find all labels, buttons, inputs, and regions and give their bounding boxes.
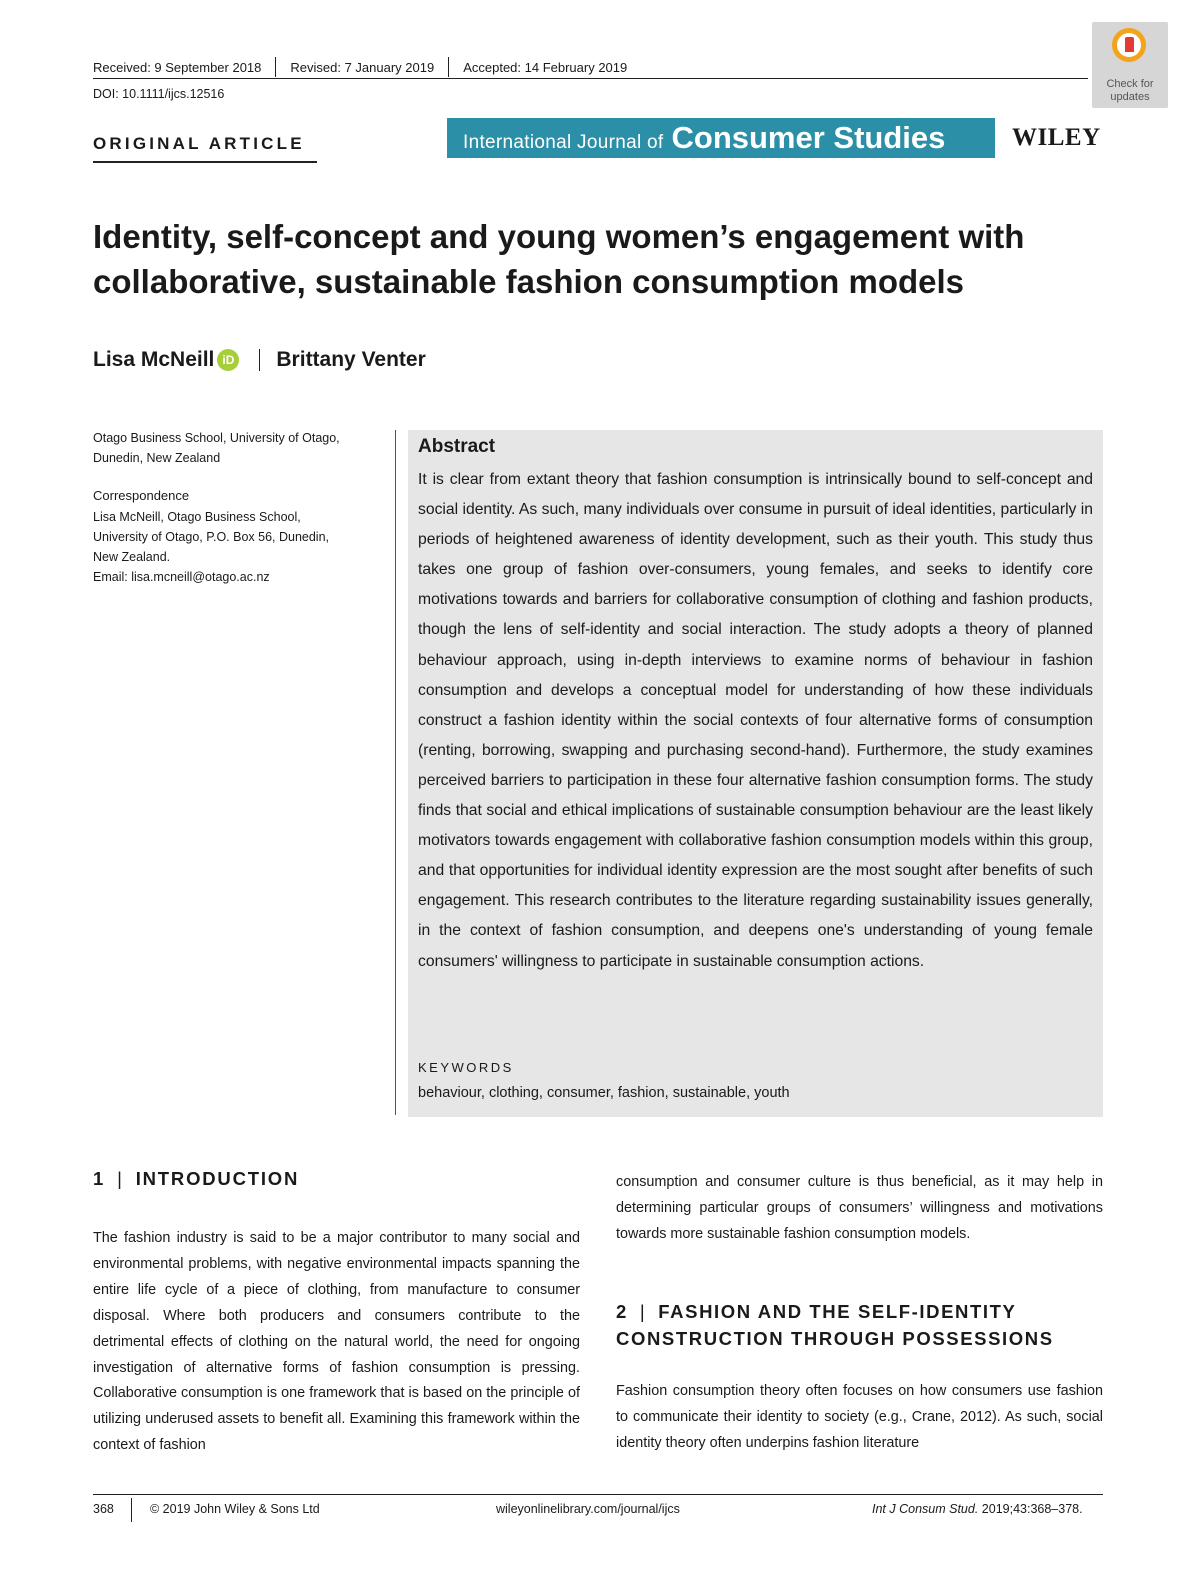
check-for-updates-badge[interactable] (1092, 22, 1168, 108)
publisher-logo: WILEY (1012, 124, 1101, 151)
correspondence-line: University of Otago, P.O. Box 56, Dunedin, (93, 530, 330, 544)
journal-banner (447, 118, 995, 158)
journal-url[interactable]: wileyonlinelibrary.com/journal/ijcs (496, 1502, 680, 1516)
divider (275, 57, 276, 77)
revised-date: Revised: 7 January 2019 (290, 59, 435, 75)
crossmark-label-1: Check for (1106, 78, 1154, 90)
doi[interactable]: DOI: 10.1111/ijcs.12516 (93, 87, 225, 101)
footer-rule (93, 1494, 1103, 1495)
page-number: 368 (93, 1502, 114, 1516)
article-title: Identity, self-concept and young women’s engagement with collaborative, sustainable fashion consumption models (93, 218, 1025, 300)
header-rule (93, 78, 1088, 79)
keywords-heading: KEYWORDS (418, 1060, 514, 1075)
author-list (93, 348, 426, 372)
citation (872, 1502, 1083, 1516)
section-2-text: Fashion consumption theory often focuses on how consumers use fashion to communicate their identity to society (e.g., Crane, 2012). As such, social identity theory often underpins fashion literature (616, 1383, 1103, 1451)
section-title: INTRODUCTION (135, 1168, 300, 1189)
accepted-date: Accepted: 14 February 2019 (463, 59, 628, 75)
article-type: ORIGINAL ARTICLE (93, 134, 305, 153)
author-divider (259, 349, 260, 371)
affiliation-line: Otago Business School, University of Otago, (93, 431, 340, 445)
citation-volume: 2019;43:368–378. (981, 1502, 1083, 1516)
journal-abbrev: Int J Consum Stud. (872, 1502, 979, 1516)
author-1[interactable]: Lisa McNeill (93, 348, 215, 371)
section-title: FASHION AND THE SELF-IDENTITY CONSTRUCTION THROUGH POSSESSIONS (616, 1301, 1054, 1349)
abstract-heading: Abstract (418, 436, 496, 457)
section-1-text: The fashion industry is said to be a major contributor to many social and environmental problems, with negative environmental impacts spanning the entire life cycle of a piece of clothing, from manufacture to consumer disposal. Where both producers and consumers contribute to the detrimental effects of clothing on the natural world, the need for ongoing investigation of alternative forms of fashion consumption is pressing. Collaborative consumption is one framework that is based on the principle of utilizing underused assets to benefit all. Examining this framework within the context of fashion (93, 1230, 580, 1454)
section-1-continued: consumption and consumer culture is thus beneficial, as it may help in determining particular groups of consumers’ willingness and motivations towards more sustainable fashion consumption models. (616, 1174, 1103, 1242)
correspondence-heading: Correspondence (93, 488, 190, 503)
affiliation-line: Dunedin, New Zealand (93, 451, 221, 465)
correspondence-line: New Zealand. (93, 550, 171, 564)
article-dates (93, 57, 627, 77)
journal-name-big: Consumer Studies (671, 120, 946, 155)
abstract-rule (395, 430, 396, 1115)
orcid-icon[interactable]: iD (217, 349, 239, 371)
keywords: behaviour, clothing, consumer, fashion, sustainable, youth (418, 1085, 790, 1101)
copyright: © 2019 John Wiley & Sons Ltd (150, 1502, 320, 1516)
correspondence-email[interactable]: Email: lisa.mcneill@otago.ac.nz (93, 570, 270, 584)
correspondence-line: Lisa McNeill, Otago Business School, (93, 510, 301, 524)
correspondence (93, 507, 383, 587)
divider (448, 57, 449, 77)
abstract-text: It is clear from extant theory that fashion consumption is intrinsically bound to self-concept and social identity. As such, many individuals over consume in pursuit of ideal identities, particularly in periods of heightened awareness of identity development, such as their youth. This study thus takes one group of fashion over-consumers, young females, and seeks to identify core motivations towards and barriers for collaborative consumption of clothing and fashion products, though the lens of self-identity and social interaction. The study adopts a theory of planned behaviour approach, using in-depth interviews to examine norms of behaviour in fashion consumption and develops a conceptual model for understanding of how these individuals construct a fashion identity within the social contexts of four alternative forms of consumption (renting, borrowing, swapping and purchasing second-hand). Furthermore, the study examines perceived barriers to participation in these four alternative fashion consumption forms. The study finds that social and ethical implications of sustainable consumption behaviour are the least likely motivators towards engagement with collaborative fashion consumption models within this group, and that opportunities for individual identity expression are the most sought after benefits of such engagement. This research contributes to the literature regarding sustainability issues generally, in the context of fashion consumption, and deepens one's understanding of young female consumers' willingness to participate in sustainable consumption actions. (418, 471, 1093, 970)
section-1-heading: 1 | INTRODUCTION (93, 1168, 300, 1189)
crossmark-label-2: updates (1110, 91, 1150, 103)
received-date: Received: 9 September 2018 (93, 59, 262, 75)
section-number: 2 (616, 1301, 628, 1322)
section-2-heading: 2 | FASHION AND THE SELF-IDENTITY CONSTRUCTION THROUGH POSSESSIONS (616, 1301, 1054, 1349)
crossmark-icon (1112, 28, 1146, 62)
author-2[interactable]: Brittany Venter (276, 348, 426, 371)
article-type-underline (93, 161, 317, 163)
journal-name-small: International Journal of (463, 132, 664, 153)
affiliation (93, 428, 393, 468)
footer-divider (131, 1498, 132, 1522)
section-number: 1 (93, 1168, 106, 1189)
